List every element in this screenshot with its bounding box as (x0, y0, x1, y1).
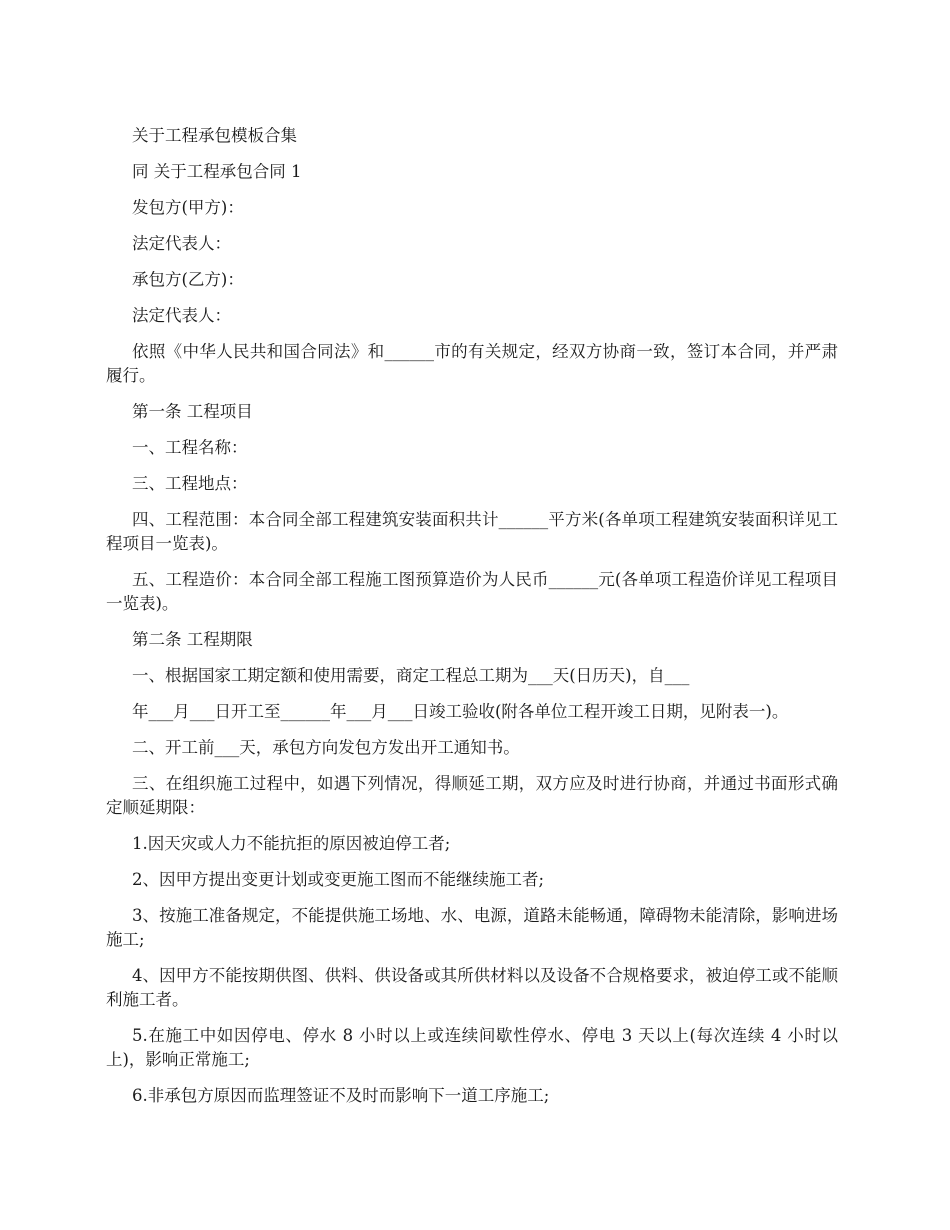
party-b-representative-line: 法定代表人： (132, 306, 231, 325)
article-1-heading: 第一条 工程项目 (132, 402, 253, 421)
party-a-representative-line: 法定代表人： (132, 234, 231, 253)
document-body (106, 124, 838, 1120)
article-2-heading: 第二条 工程期限 (132, 630, 253, 649)
list-item: 2、因甲方提出变更计划或变更施工图而不能继续施工者; (132, 870, 545, 889)
list-item: 4、因甲方不能按期供图、供料、供设备或其所供材料以及设备不合规格要求，被迫停工或不能顺利施工者。 (106, 966, 838, 1009)
project-cost-paragraph: 五、工程造价：本合同全部工程施工图预算造价为人民币______元(各单项工程造价详见工程项目一览表)。 (106, 570, 838, 613)
project-scope-paragraph: 四、工程范围：本合同全部工程建筑安装面积共计______平方米(各单项工程建筑安装面积详见工程项目一览表)。 (106, 510, 838, 553)
list-item: 1.因天灾或人力不能抗拒的原因被迫停工者; (132, 834, 451, 853)
contract-heading: 同 关于工程承包合同 1 (132, 162, 302, 181)
party-b-line: 承包方(乙方)： (132, 270, 244, 289)
party-a-line: 发包方(甲方)： (132, 198, 244, 217)
project-name-line: 一、工程名称： (132, 438, 248, 457)
list-item: 5.在施工中如因停电、停水 8 小时以上或连续间歇性停水、停电 3 天以上(每次连续 4 小时以上)，影响正常施工; (106, 1026, 838, 1069)
list-item: 3、按施工准备规定，不能提供施工场地、水、电源，道路未能畅通，障碍物未能清除，影响进场施工; (106, 906, 838, 949)
dates-paragraph: 年___月___日开工至______年___月___日竣工验收(附各单位工程开竣工日期，见附表一)。 (132, 702, 789, 721)
project-location-line: 三、工程地点： (132, 474, 248, 493)
duration-paragraph: 一、根据国家工期定额和使用需要，商定工程总工期为___天(日历天)，自___ (132, 666, 690, 685)
start-notice-paragraph: 二、开工前___天，承包方向发包方发出开工通知书。 (132, 738, 520, 757)
document-title: 关于工程承包模板合集 (132, 126, 297, 145)
list-item: 6.非承包方原因而监理签证不及时而影响下一道工序施工; (132, 1086, 550, 1105)
preamble-paragraph: 依照《中华人民共和国合同法》和______市的有关规定，经双方协商一致，签订本合同，并严肃履行。 (106, 342, 838, 385)
extension-paragraph: 三、在组织施工过程中，如遇下列情况，得顺延工期，双方应及时进行协商，并通过书面形式确定顺延期限： (106, 774, 838, 817)
